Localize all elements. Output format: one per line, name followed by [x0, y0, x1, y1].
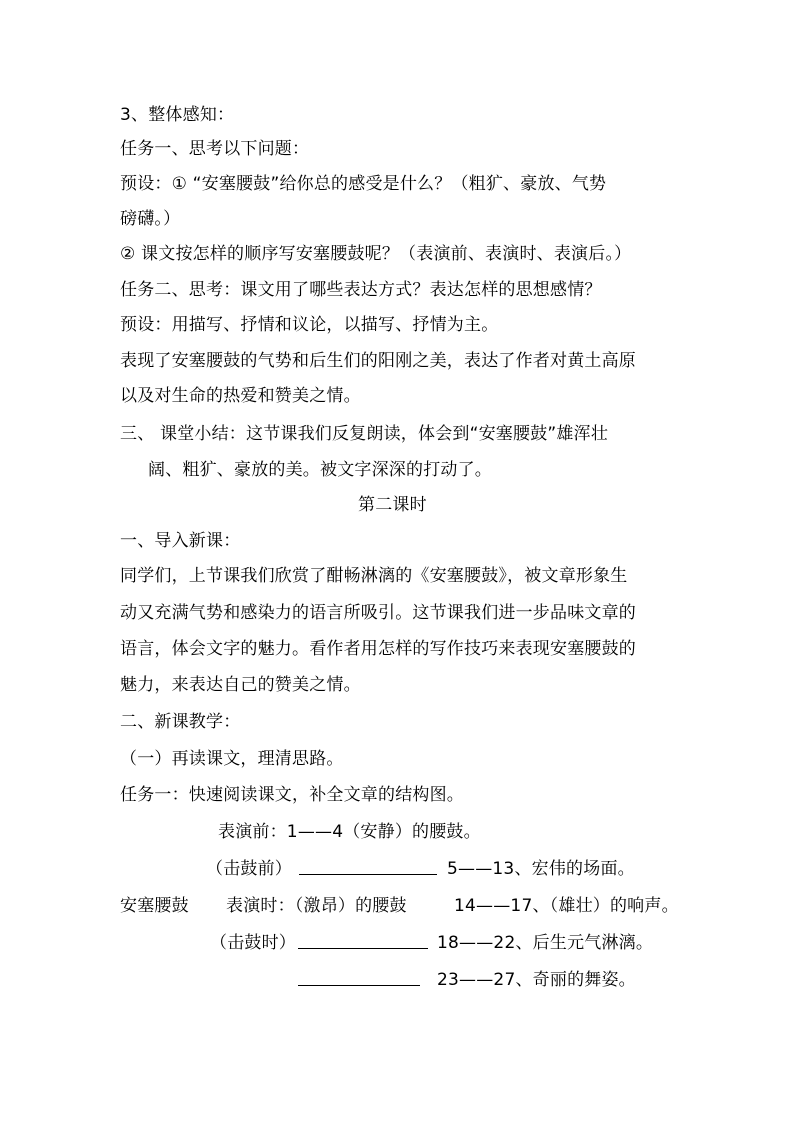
second-lesson-title: 第二课时 — [358, 495, 427, 515]
paragraph-line: 语言，体会文字的魅力。看作者用怎样的写作技巧来表现安塞腰鼓的 — [120, 639, 636, 659]
preset-question-1: 预设：① “安塞腰鼓”给你总的感受是什么？（粗犷、豪放、气势 — [120, 174, 607, 194]
structure-label-before-drumming: （击鼓前） — [206, 859, 292, 879]
preset-answer: 预设：用描写、抒情和议论，以描写、抒情为主。 — [120, 315, 499, 335]
task-one-structure: 任务一：快速阅读课文，补全文章的结构图。 — [120, 785, 464, 805]
preset-question-1-cont: 磅礴。） — [120, 209, 181, 229]
structure-label-during: 表演时：（激昂）的腰鼓 — [226, 896, 407, 916]
fill-blank-3[interactable] — [298, 969, 420, 986]
class-summary: 三、 课堂小结：这节课我们反复朗读，体会到“安塞腰鼓”雄浑壮 — [120, 424, 609, 444]
paragraph-line: 同学们，上节课我们欣赏了酣畅淋漓的《安塞腰鼓》，被文章形象生 — [120, 566, 628, 586]
structure-text-dance: 23——27、奇丽的舞姿。 — [437, 970, 636, 990]
fill-blank-2[interactable] — [298, 932, 428, 949]
fill-blank-1[interactable] — [299, 858, 437, 875]
paragraph-line: 魅力，来表达自己的赞美之情。 — [120, 675, 361, 695]
new-lesson-heading: 二、新课教学： — [120, 712, 241, 732]
structure-text-vigor: 18——22、后生元气淋漓。 — [437, 933, 654, 953]
structure-text-sound: 14——17、（雄壮）的响声。 — [454, 896, 679, 916]
paragraph-line: 表现了安塞腰鼓的气势和后生们的阳刚之美，表达了作者对黄土高原 — [120, 351, 636, 371]
intro-heading: 一、导入新课： — [120, 531, 241, 551]
question-2: ② 课文按怎样的顺序写安塞腰鼓呢？（表演前、表演时、表演后。） — [120, 244, 632, 264]
heading-overall-perception: 3、整体感知： — [120, 105, 235, 125]
reread-heading: （一）再读课文，理清思路。 — [120, 749, 344, 769]
structure-row-before: 表演前：1——4（安静）的腰鼓。 — [218, 822, 481, 842]
task-two-heading: 任务二、思考：课文用了哪些表达方式？表达怎样的思想感情？ — [120, 280, 602, 300]
paragraph-line: 动又充满气势和感染力的语言所吸引。这节课我们进一步品味文章的 — [120, 603, 636, 623]
paragraph-line: 以及对生命的热爱和赞美之情。 — [120, 386, 361, 406]
task-one-heading: 任务一、思考以下问题： — [120, 139, 310, 159]
class-summary-cont: 阔、粗犷、豪放的美。被文字深深的打动了。 — [148, 460, 492, 480]
structure-label-while-drumming: （击鼓时） — [210, 933, 296, 953]
structure-root: 安塞腰鼓 — [120, 896, 189, 916]
structure-text-grand-scene: 5——13、宏伟的场面。 — [447, 859, 635, 879]
